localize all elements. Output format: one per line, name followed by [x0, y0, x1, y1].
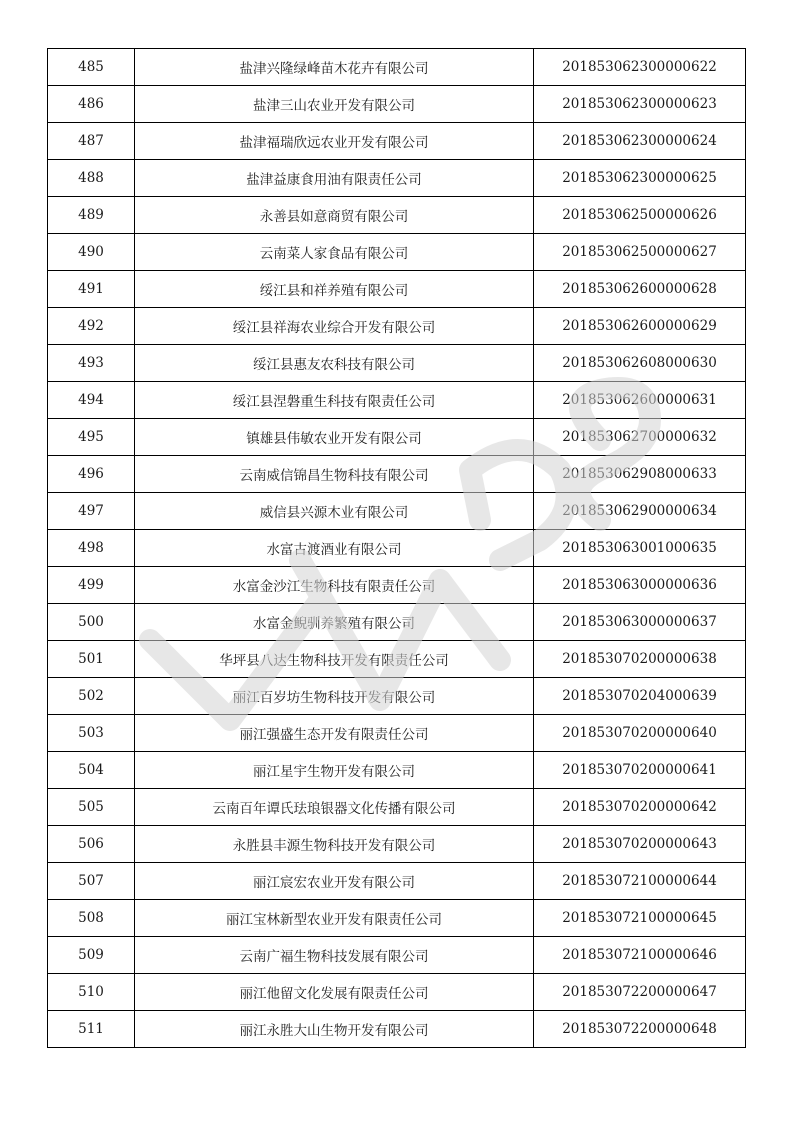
company-name-cell: 丽江强盛生态开发有限责任公司 — [135, 715, 534, 752]
registration-code-cell: 201853072100000645 — [534, 900, 746, 937]
registration-code-cell: 201853062300000625 — [534, 160, 746, 197]
table-row — [48, 789, 746, 826]
row-number-cell: 494 — [48, 382, 135, 419]
registration-code-cell: 201853062600000628 — [534, 271, 746, 308]
registration-code-cell: 201853070200000638 — [534, 641, 746, 678]
registration-code-cell: 201853062600000629 — [534, 308, 746, 345]
row-number-cell: 492 — [48, 308, 135, 345]
company-name-cell: 华坪县八达生物科技开发有限责任公司 — [135, 641, 534, 678]
table-row — [48, 49, 746, 86]
registration-code-cell: 201853062300000623 — [534, 86, 746, 123]
row-number-cell: 490 — [48, 234, 135, 271]
company-name-cell: 盐津三山农业开发有限公司 — [135, 86, 534, 123]
row-number-cell: 495 — [48, 419, 135, 456]
company-registry-table — [47, 48, 746, 1048]
registration-code-cell: 201853062908000633 — [534, 456, 746, 493]
registration-code-cell: 201853072100000646 — [534, 937, 746, 974]
table-row — [48, 419, 746, 456]
registration-code-cell: 201853062300000624 — [534, 123, 746, 160]
row-number-cell: 504 — [48, 752, 135, 789]
registration-code-cell: 201853062500000627 — [534, 234, 746, 271]
registration-code-cell: 201853070204000639 — [534, 678, 746, 715]
company-name-cell: 丽江他留文化发展有限责任公司 — [135, 974, 534, 1011]
row-number-cell: 501 — [48, 641, 135, 678]
registration-code-cell: 201853062608000630 — [534, 345, 746, 382]
table-row — [48, 197, 746, 234]
row-number-cell: 489 — [48, 197, 135, 234]
table-row — [48, 974, 746, 1011]
row-number-cell: 509 — [48, 937, 135, 974]
company-name-cell: 云南菜人家食品有限公司 — [135, 234, 534, 271]
row-number-cell: 487 — [48, 123, 135, 160]
registration-code-cell: 201853070200000641 — [534, 752, 746, 789]
table-row — [48, 234, 746, 271]
registration-code-cell: 201853062700000632 — [534, 419, 746, 456]
table-row — [48, 86, 746, 123]
table-row — [48, 937, 746, 974]
table-row — [48, 271, 746, 308]
company-name-cell: 丽江永胜大山生物开发有限公司 — [135, 1011, 534, 1048]
table-row — [48, 160, 746, 197]
row-number-cell: 496 — [48, 456, 135, 493]
registration-code-cell: 201853072200000648 — [534, 1011, 746, 1048]
table-row — [48, 567, 746, 604]
registration-code-cell: 201853070200000642 — [534, 789, 746, 826]
table-row — [48, 123, 746, 160]
company-name-cell: 绥江县祥海农业综合开发有限公司 — [135, 308, 534, 345]
company-name-cell: 永胜县丰源生物科技开发有限公司 — [135, 826, 534, 863]
row-number-cell: 499 — [48, 567, 135, 604]
company-name-cell: 镇雄县伟敏农业开发有限公司 — [135, 419, 534, 456]
company-name-cell: 丽江宝林新型农业开发有限责任公司 — [135, 900, 534, 937]
table-row — [48, 382, 746, 419]
company-name-cell: 丽江宸宏农业开发有限公司 — [135, 863, 534, 900]
company-name-cell: 云南百年谭氏珐琅银器文化传播有限公司 — [135, 789, 534, 826]
registration-code-cell: 201853062600000631 — [534, 382, 746, 419]
company-name-cell: 丽江星宇生物开发有限公司 — [135, 752, 534, 789]
row-number-cell: 510 — [48, 974, 135, 1011]
registration-code-cell: 201853070200000640 — [534, 715, 746, 752]
row-number-cell: 511 — [48, 1011, 135, 1048]
registration-code-cell: 201853063000000637 — [534, 604, 746, 641]
company-name-cell: 绥江县和祥养殖有限公司 — [135, 271, 534, 308]
company-name-cell: 丽江百岁坊生物科技开发有限公司 — [135, 678, 534, 715]
registration-code-cell: 201853063001000635 — [534, 530, 746, 567]
row-number-cell: 497 — [48, 493, 135, 530]
table-row — [48, 826, 746, 863]
row-number-cell: 503 — [48, 715, 135, 752]
company-name-cell: 盐津福瑞欣远农业开发有限公司 — [135, 123, 534, 160]
row-number-cell: 486 — [48, 86, 135, 123]
table-body — [48, 49, 746, 1048]
company-name-cell: 云南广福生物科技发展有限公司 — [135, 937, 534, 974]
row-number-cell: 508 — [48, 900, 135, 937]
row-number-cell: 488 — [48, 160, 135, 197]
row-number-cell: 502 — [48, 678, 135, 715]
table-row — [48, 456, 746, 493]
table-row — [48, 863, 746, 900]
registration-code-cell: 201853070200000643 — [534, 826, 746, 863]
company-name-cell: 云南威信锦昌生物科技有限公司 — [135, 456, 534, 493]
company-name-cell: 绥江县惠友农科技有限公司 — [135, 345, 534, 382]
company-name-cell: 盐津益康食用油有限责任公司 — [135, 160, 534, 197]
table-row — [48, 530, 746, 567]
registration-code-cell: 201853062500000626 — [534, 197, 746, 234]
table-row — [48, 900, 746, 937]
registration-code-cell: 201853072100000644 — [534, 863, 746, 900]
row-number-cell: 491 — [48, 271, 135, 308]
company-name-cell: 水富金沙江生物科技有限责任公司 — [135, 567, 534, 604]
row-number-cell: 485 — [48, 49, 135, 86]
table-row — [48, 493, 746, 530]
table-row — [48, 604, 746, 641]
table-row — [48, 308, 746, 345]
table-row — [48, 345, 746, 382]
company-name-cell: 水富古渡酒业有限公司 — [135, 530, 534, 567]
row-number-cell: 500 — [48, 604, 135, 641]
company-name-cell: 绥江县涅磐重生科技有限责任公司 — [135, 382, 534, 419]
company-name-cell: 水富金鲵驯养繁殖有限公司 — [135, 604, 534, 641]
company-name-cell: 威信县兴源木业有限公司 — [135, 493, 534, 530]
company-name-cell: 永善县如意商贸有限公司 — [135, 197, 534, 234]
row-number-cell: 493 — [48, 345, 135, 382]
company-name-cell: 盐津兴隆绿峰苗木花卉有限公司 — [135, 49, 534, 86]
table-row — [48, 678, 746, 715]
registration-code-cell: 201853072200000647 — [534, 974, 746, 1011]
table-row — [48, 641, 746, 678]
table-row — [48, 715, 746, 752]
row-number-cell: 498 — [48, 530, 135, 567]
row-number-cell: 506 — [48, 826, 135, 863]
registration-code-cell: 201853062900000634 — [534, 493, 746, 530]
table-row — [48, 1011, 746, 1048]
registration-code-cell: 201853063000000636 — [534, 567, 746, 604]
row-number-cell: 507 — [48, 863, 135, 900]
table-row — [48, 752, 746, 789]
row-number-cell: 505 — [48, 789, 135, 826]
registration-code-cell: 201853062300000622 — [534, 49, 746, 86]
